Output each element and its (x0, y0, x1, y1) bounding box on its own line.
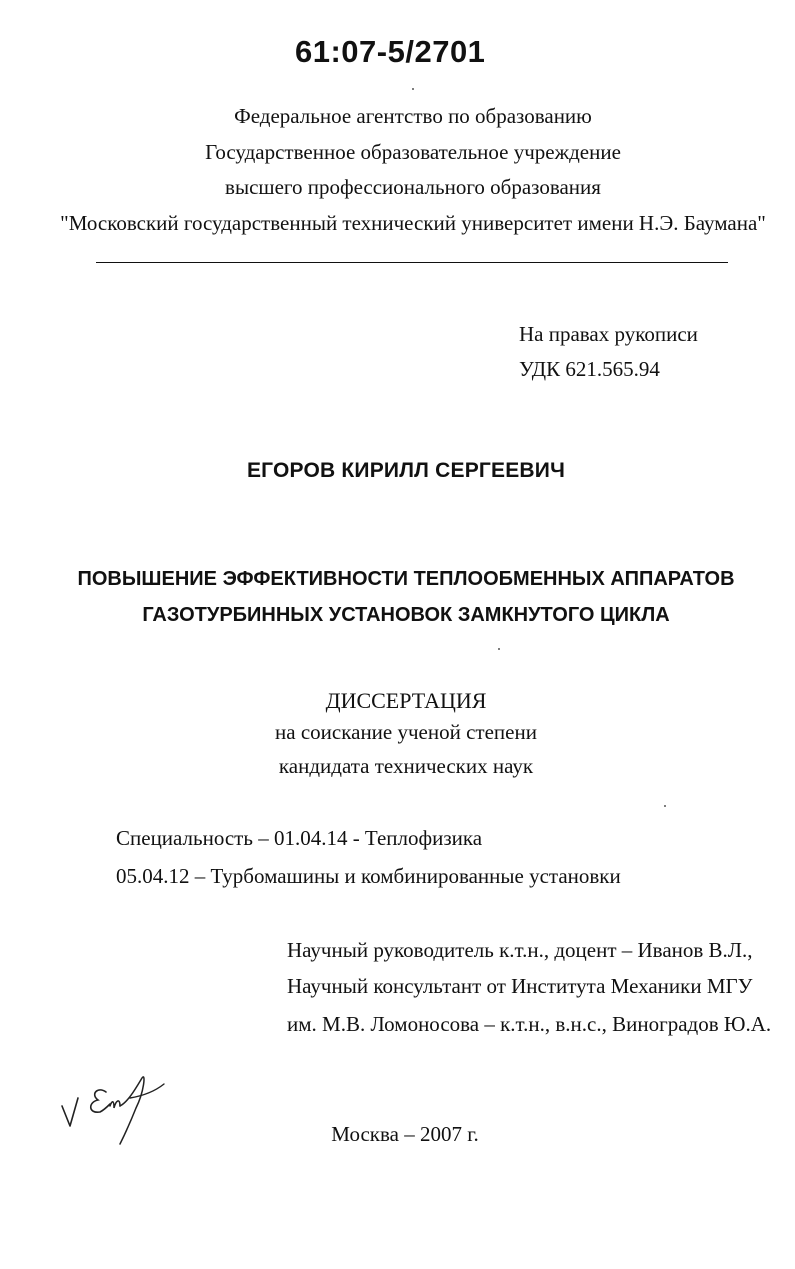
institution-type-line: Государственное образовательное учреждение (205, 140, 621, 164)
manuscript-rights: На правах рукописи (519, 322, 698, 346)
header-divider (96, 262, 728, 263)
handwritten-signature (58, 1068, 178, 1148)
dissertation-title-line-1: ПОВЫШЕНИЕ ЭФФЕКТИВНОСТИ ТЕПЛООБМЕННЫХ АППАРАТОВ (77, 568, 735, 590)
consultant-line-1: Научный консультант от Института Механики МГУ (287, 974, 753, 998)
author-name: ЕГОРОВ КИРИЛЛ СЕРГЕЕВИЧ (246, 459, 566, 482)
city-year: Москва – 2007 г. (331, 1122, 479, 1146)
consultant-line-2: им. М.В. Ломоносова – к.т.н., в.н.с., Виноградов Ю.А. (287, 1012, 772, 1036)
university-name-line: "Московский государственный технический университет имени Н.Э. Баумана" (60, 211, 766, 235)
specialty-line-2: 05.04.12 – Турбомашины и комбинированные установки (116, 864, 621, 888)
agency-line: Федеральное агентство по образованию (234, 104, 592, 128)
education-level-line: высшего профессионального образования (225, 175, 601, 199)
degree-line-2: кандидата технических наук (278, 754, 534, 778)
supervisor-line: Научный руководитель к.т.н., доцент – Иванов В.Л., (287, 938, 753, 962)
dissertation-title-line-2: ГАЗОТУРБИННЫХ УСТАНОВОК ЗАМКНУТОГО ЦИКЛА (142, 604, 670, 626)
archive-code: 61:07-5/2701 (295, 34, 486, 69)
degree-line-1: на соискание ученой степени (275, 720, 537, 744)
document-type: ДИССЕРТАЦИЯ (325, 688, 487, 713)
udc-code: УДК 621.565.94 (519, 357, 660, 381)
scan-speck (412, 88, 414, 90)
specialty-line-1: Специальность – 01.04.14 - Теплофизика (116, 826, 483, 850)
scan-speck (498, 648, 500, 650)
scan-speck (664, 805, 666, 807)
